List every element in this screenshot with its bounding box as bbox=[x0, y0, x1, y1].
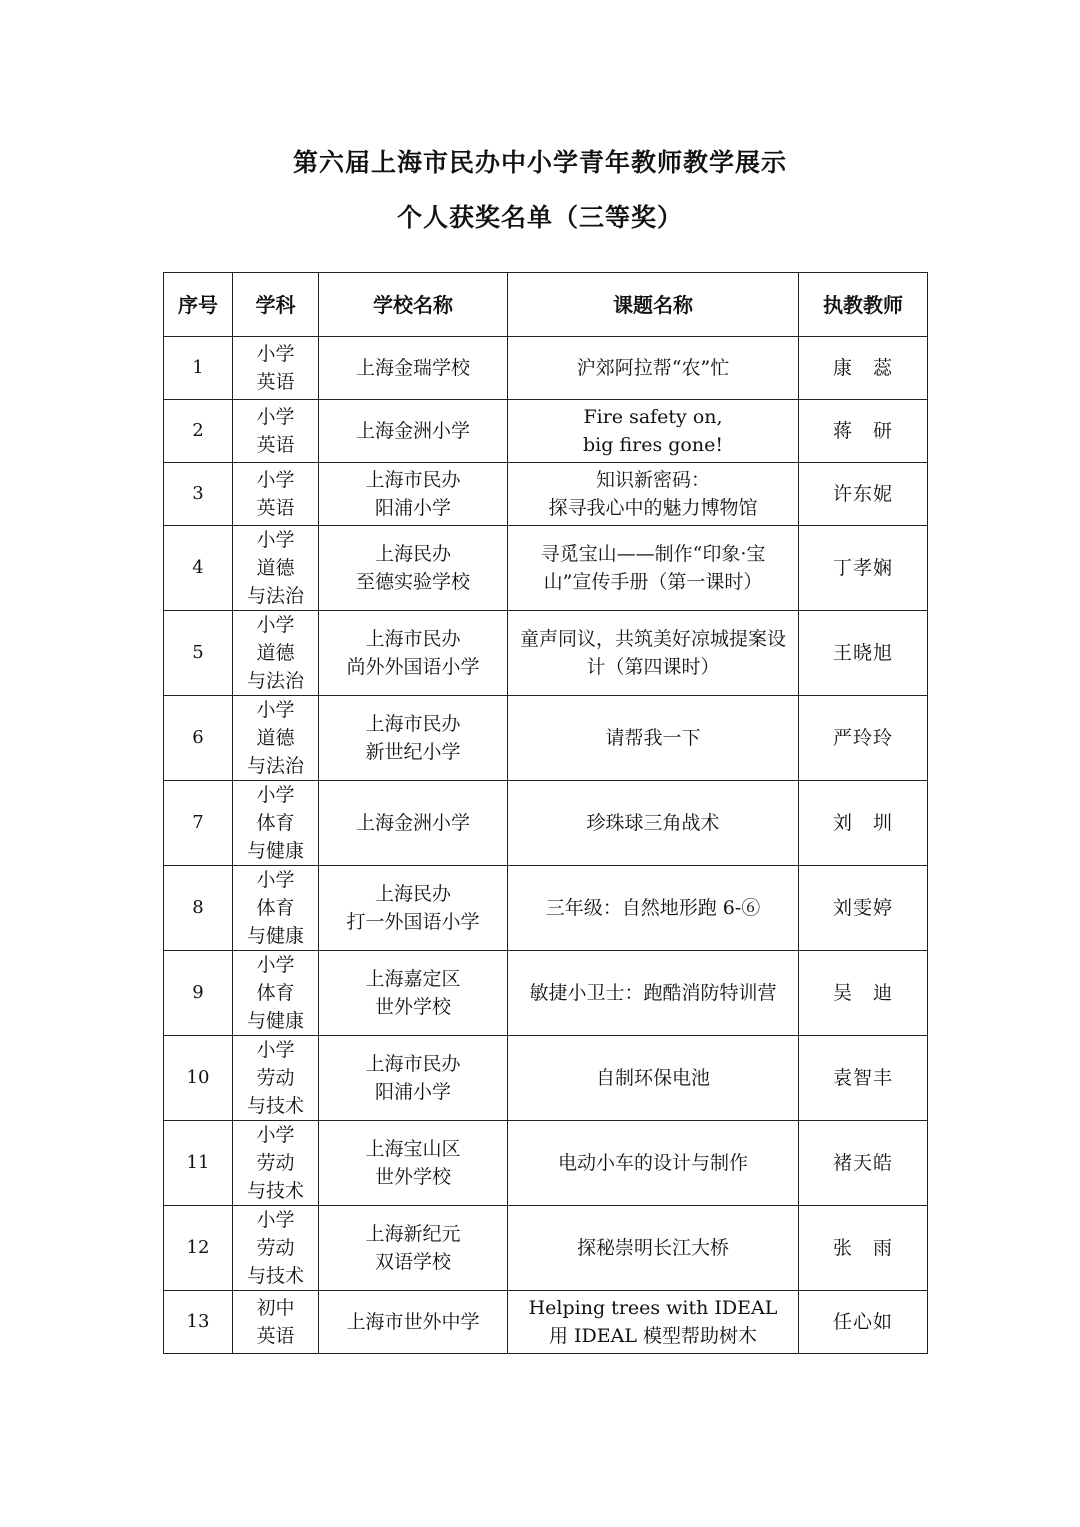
cell-index: 4 bbox=[164, 526, 233, 611]
cell-subject: 小学 英语 bbox=[233, 463, 319, 526]
document-title: 第六届上海市民办中小学青年教师教学展示 bbox=[292, 148, 787, 177]
cell-topic: 电动小车的设计与制作 bbox=[508, 1121, 799, 1206]
cell-index: 13 bbox=[164, 1291, 233, 1354]
cell-school: 上海民办 打一外国语小学 bbox=[319, 866, 508, 951]
cell-school: 上海市民办 尚外外国语小学 bbox=[319, 611, 508, 696]
cell-school: 上海宝山区 世外学校 bbox=[319, 1121, 508, 1206]
cell-school: 上海市民办 阳浦小学 bbox=[319, 1036, 508, 1121]
cell-subject: 小学 英语 bbox=[233, 400, 319, 463]
cell-index: 7 bbox=[164, 781, 233, 866]
cell-topic: Fire safety on, big fires gone! bbox=[508, 400, 799, 463]
cell-teacher: 刘 圳 bbox=[799, 781, 928, 866]
cell-topic: 敏捷小卫士：跑酷消防特训营 bbox=[508, 951, 799, 1036]
table-row bbox=[164, 866, 928, 951]
cell-school: 上海金瑞学校 bbox=[319, 337, 508, 400]
cell-topic: 三年级：自然地形跑 6-⑥ bbox=[508, 866, 799, 951]
cell-topic: 探秘崇明长江大桥 bbox=[508, 1206, 799, 1291]
cell-index: 1 bbox=[164, 337, 233, 400]
header-school: 学校名称 bbox=[319, 273, 508, 337]
cell-index: 11 bbox=[164, 1121, 233, 1206]
cell-teacher: 任心如 bbox=[799, 1291, 928, 1354]
table-row bbox=[164, 696, 928, 781]
cell-topic: 沪郊阿拉帮“农”忙 bbox=[508, 337, 799, 400]
cell-teacher: 蒋 研 bbox=[799, 400, 928, 463]
cell-teacher: 吴 迪 bbox=[799, 951, 928, 1036]
cell-school: 上海民办 至德实验学校 bbox=[319, 526, 508, 611]
header-teacher: 执教教师 bbox=[799, 273, 928, 337]
cell-index: 9 bbox=[164, 951, 233, 1036]
header-index: 序号 bbox=[164, 273, 233, 337]
cell-topic: Helping trees with IDEAL 用 IDEAL 模型帮助树木 bbox=[508, 1291, 799, 1354]
cell-school: 上海嘉定区 世外学校 bbox=[319, 951, 508, 1036]
table-header-row bbox=[164, 273, 928, 337]
cell-teacher: 王晓旭 bbox=[799, 611, 928, 696]
cell-teacher: 严玲玲 bbox=[799, 696, 928, 781]
header-topic: 课题名称 bbox=[508, 273, 799, 337]
cell-subject: 小学 体育 与健康 bbox=[233, 781, 319, 866]
cell-subject: 小学 道德 与法治 bbox=[233, 611, 319, 696]
cell-subject: 初中 英语 bbox=[233, 1291, 319, 1354]
cell-index: 8 bbox=[164, 866, 233, 951]
table-row bbox=[164, 611, 928, 696]
table-row bbox=[164, 951, 928, 1036]
cell-subject: 小学 体育 与健康 bbox=[233, 951, 319, 1036]
cell-school: 上海市民办 阳浦小学 bbox=[319, 463, 508, 526]
cell-school: 上海新纪元 双语学校 bbox=[319, 1206, 508, 1291]
cell-topic: 知识新密码： 探寻我心中的魅力博物馆 bbox=[508, 463, 799, 526]
cell-index: 3 bbox=[164, 463, 233, 526]
table-row bbox=[164, 1121, 928, 1206]
cell-teacher: 褚天皓 bbox=[799, 1121, 928, 1206]
cell-school: 上海市世外中学 bbox=[319, 1291, 508, 1354]
cell-subject: 小学 劳动 与技术 bbox=[233, 1036, 319, 1121]
table-row bbox=[164, 400, 928, 463]
cell-subject: 小学 道德 与法治 bbox=[233, 526, 319, 611]
table-row bbox=[164, 463, 928, 526]
cell-topic: 童声同议，共筑美好凉城提案设计（第四课时） bbox=[508, 611, 799, 696]
table-row bbox=[164, 781, 928, 866]
cell-teacher: 许东妮 bbox=[799, 463, 928, 526]
cell-index: 12 bbox=[164, 1206, 233, 1291]
cell-index: 10 bbox=[164, 1036, 233, 1121]
cell-subject: 小学 英语 bbox=[233, 337, 319, 400]
table-row bbox=[164, 1206, 928, 1291]
table-row bbox=[164, 526, 928, 611]
cell-topic: 自制环保电池 bbox=[508, 1036, 799, 1121]
cell-topic: 珍珠球三角战术 bbox=[508, 781, 799, 866]
cell-teacher: 袁智丰 bbox=[799, 1036, 928, 1121]
cell-teacher: 丁孝娴 bbox=[799, 526, 928, 611]
cell-index: 2 bbox=[164, 400, 233, 463]
cell-school: 上海金洲小学 bbox=[319, 400, 508, 463]
cell-teacher: 康 蕊 bbox=[799, 337, 928, 400]
header-subject: 学科 bbox=[233, 273, 319, 337]
cell-topic: 寻觅宝山——制作“印象·宝山”宣传手册（第一课时） bbox=[508, 526, 799, 611]
cell-subject: 小学 劳动 与技术 bbox=[233, 1121, 319, 1206]
document-subtitle: 个人获奖名单（三等奖） bbox=[396, 203, 683, 232]
cell-topic: 请帮我一下 bbox=[508, 696, 799, 781]
cell-subject: 小学 体育 与健康 bbox=[233, 866, 319, 951]
cell-school: 上海金洲小学 bbox=[319, 781, 508, 866]
awards-table bbox=[163, 272, 928, 1354]
cell-school: 上海市民办 新世纪小学 bbox=[319, 696, 508, 781]
cell-index: 5 bbox=[164, 611, 233, 696]
cell-subject: 小学 劳动 与技术 bbox=[233, 1206, 319, 1291]
cell-subject: 小学 道德 与法治 bbox=[233, 696, 319, 781]
cell-index: 6 bbox=[164, 696, 233, 781]
table-row bbox=[164, 1291, 928, 1354]
table-row bbox=[164, 1036, 928, 1121]
table-row bbox=[164, 337, 928, 400]
cell-teacher: 张 雨 bbox=[799, 1206, 928, 1291]
cell-teacher: 刘雯婷 bbox=[799, 866, 928, 951]
